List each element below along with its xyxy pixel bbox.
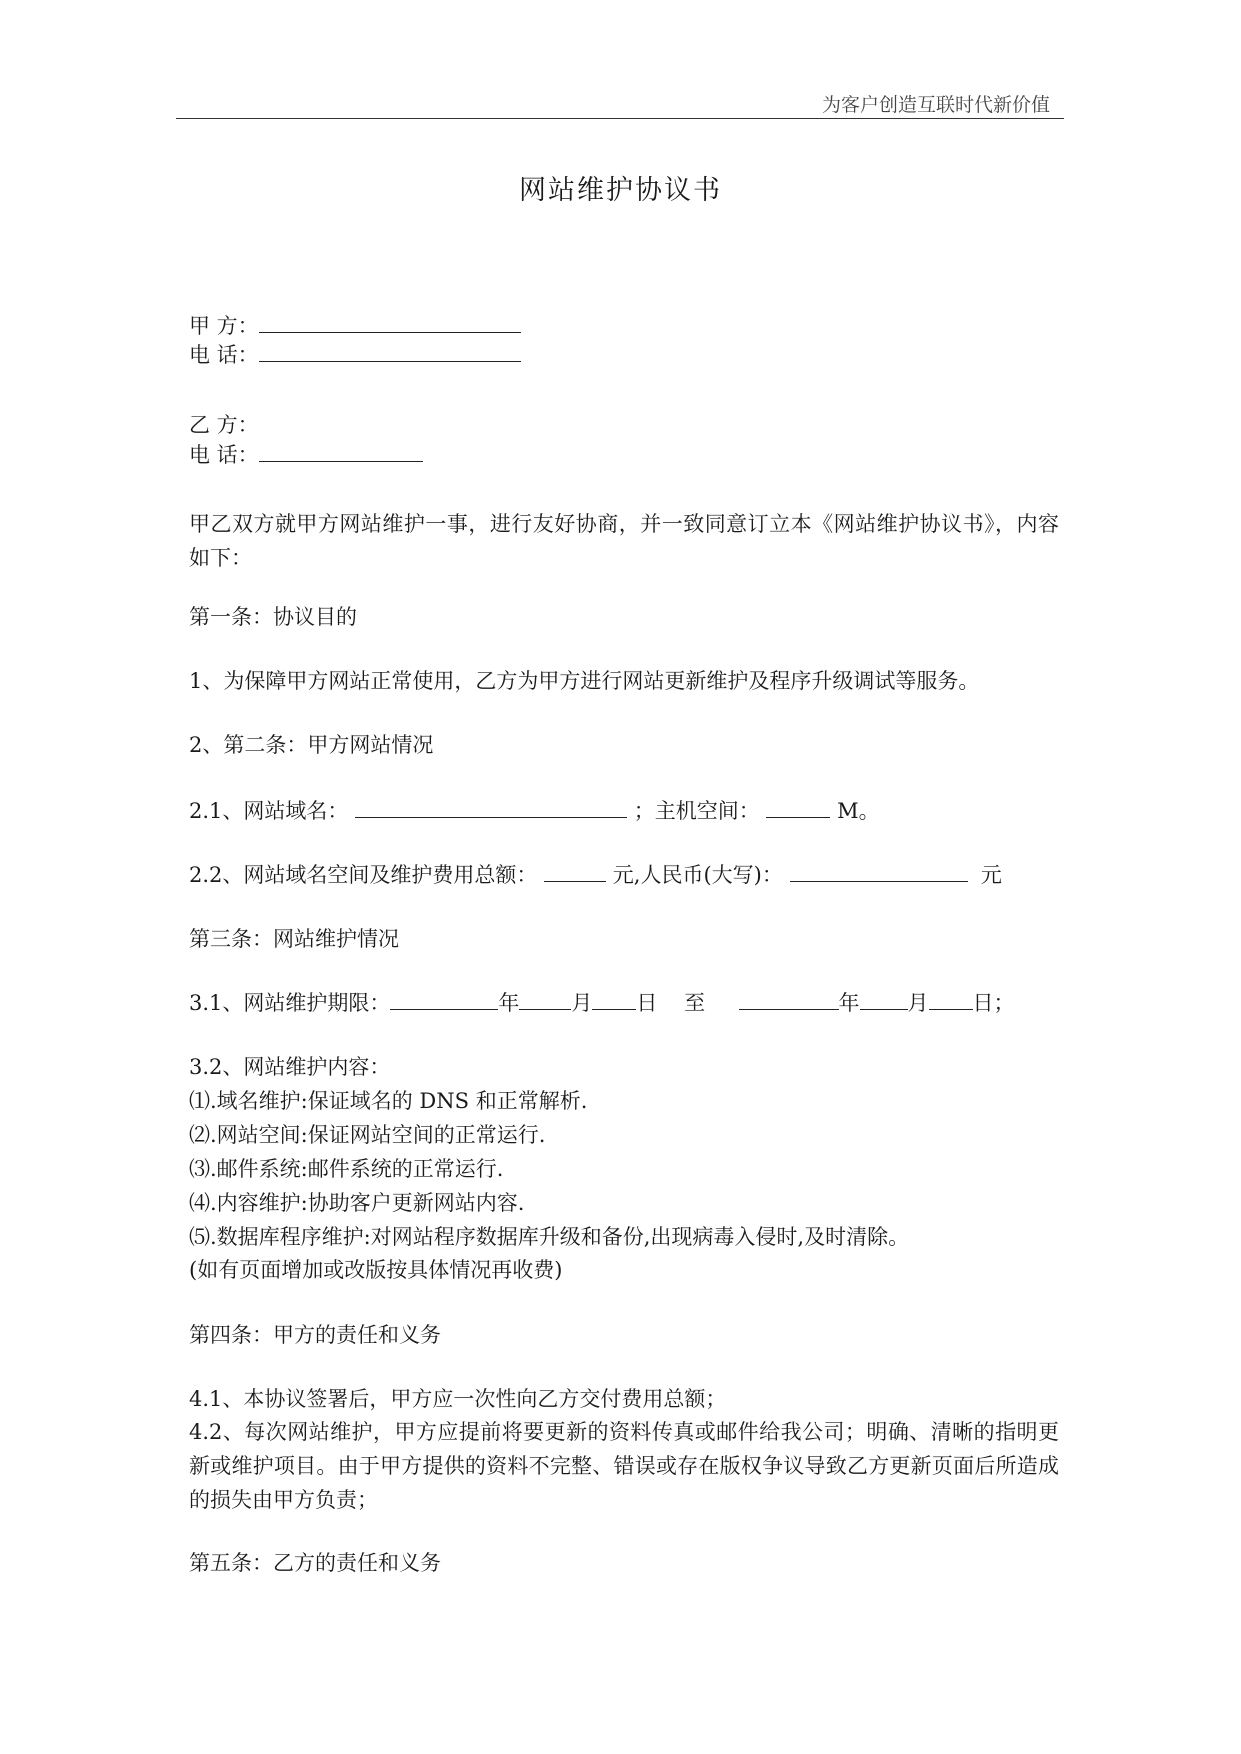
host-unit: M。 xyxy=(837,799,880,823)
party-b-phone-line xyxy=(189,440,423,470)
fee-amount-blank xyxy=(544,861,606,882)
party-a-blank xyxy=(259,312,521,333)
article-1-item-1: 1、为保障甲方网站正常使用，乙方为甲方进行网站更新维护及程序升级调试等服务。 xyxy=(189,669,980,693)
party-b-phone-blank xyxy=(259,441,423,462)
party-a-phone-blank xyxy=(259,341,521,362)
end-day-blank xyxy=(929,989,973,1010)
intro-paragraph: 甲乙双方就甲方网站维护一事，进行友好协商，并一致同意订立本《网站维护协议书》，内容如下： xyxy=(189,512,1059,570)
content-label: 3.2、网站维护内容： xyxy=(189,1055,391,1079)
article-1-heading: 第一条：协议目的 xyxy=(189,605,357,629)
period-line xyxy=(189,988,1015,1018)
content-note: (如有页面增加或改版按具体情况再收费) xyxy=(189,1258,563,1282)
party-b-line xyxy=(189,410,259,440)
party-a-phone-line xyxy=(189,340,521,370)
start-month-blank xyxy=(519,989,571,1010)
domain-label: 2.1、网站域名： xyxy=(189,799,349,823)
end-day-label: 日； xyxy=(972,991,1015,1015)
start-year-blank xyxy=(390,989,498,1010)
fee-yuan-end: 元 xyxy=(980,863,1002,887)
end-year-label: 年 xyxy=(838,991,860,1015)
party-a-phone-label: 电 话： xyxy=(189,343,259,367)
domain-line xyxy=(189,796,880,826)
content-item: ⑵.网站空间:保证网站空间的正常运行. xyxy=(189,1123,546,1147)
party-b-phone-label: 电 话： xyxy=(189,443,259,467)
start-day-label: 日 xyxy=(636,991,658,1015)
content-item: ⑸.数据库程序维护:对网站程序数据库升级和备份,出现病毒入侵时,及时清除。 xyxy=(189,1225,910,1249)
party-a-line xyxy=(189,311,521,341)
fee-label: 2.2、网站域名空间及维护费用总额： xyxy=(189,863,538,887)
host-label: ；主机空间： xyxy=(633,799,760,823)
page-header xyxy=(176,88,1064,119)
start-year-label: 年 xyxy=(498,991,520,1015)
content-item: ⑷.内容维护:协助客户更新网站内容. xyxy=(189,1191,525,1215)
end-year-blank xyxy=(739,989,839,1010)
content-item: ⑴.域名维护:保证域名的 DNS 和正常解析. xyxy=(189,1089,588,1113)
article-4-item-2: 4.2、每次网站维护，甲方应提前将要更新的资料传真或邮件给我公司；明确、清晰的指明更新或维护项目。由于甲方提供的资料不完整、错误或存在版权争议导致乙方更新页面后所造成的损失由甲方负责； xyxy=(189,1420,1059,1512)
article-4-heading: 第四条：甲方的责任和义务 xyxy=(189,1323,441,1347)
start-day-blank xyxy=(592,989,636,1010)
header-slogan: 为客户创造互联时代新价值 xyxy=(821,94,1050,116)
fee-capital-blank xyxy=(790,861,968,882)
start-month-label: 月 xyxy=(571,991,593,1015)
fee-line xyxy=(189,860,1002,890)
party-b-label: 乙 方： xyxy=(189,413,259,437)
fee-yuan: 元,人民币(大写)： xyxy=(612,863,783,887)
host-blank xyxy=(766,797,830,818)
article-3-heading: 第三条：网站维护情况 xyxy=(189,927,399,951)
content-item: ⑶.邮件系统:邮件系统的正常运行. xyxy=(189,1157,504,1181)
article-5-heading: 第五条：乙方的责任和义务 xyxy=(189,1551,441,1575)
end-month-label: 月 xyxy=(907,991,929,1015)
document-title: 网站维护协议书 xyxy=(519,175,722,206)
end-month-blank xyxy=(860,989,908,1010)
article-4-item-1: 4.1、本协议签署后，甲方应一次性向乙方交付费用总额； xyxy=(189,1387,727,1411)
domain-blank xyxy=(355,797,627,818)
period-label: 3.1、网站维护期限： xyxy=(189,991,391,1015)
article-2-heading: 2、第二条：甲方网站情况 xyxy=(189,733,434,757)
party-a-label: 甲 方： xyxy=(189,314,259,338)
to-label: 至 xyxy=(684,991,706,1015)
